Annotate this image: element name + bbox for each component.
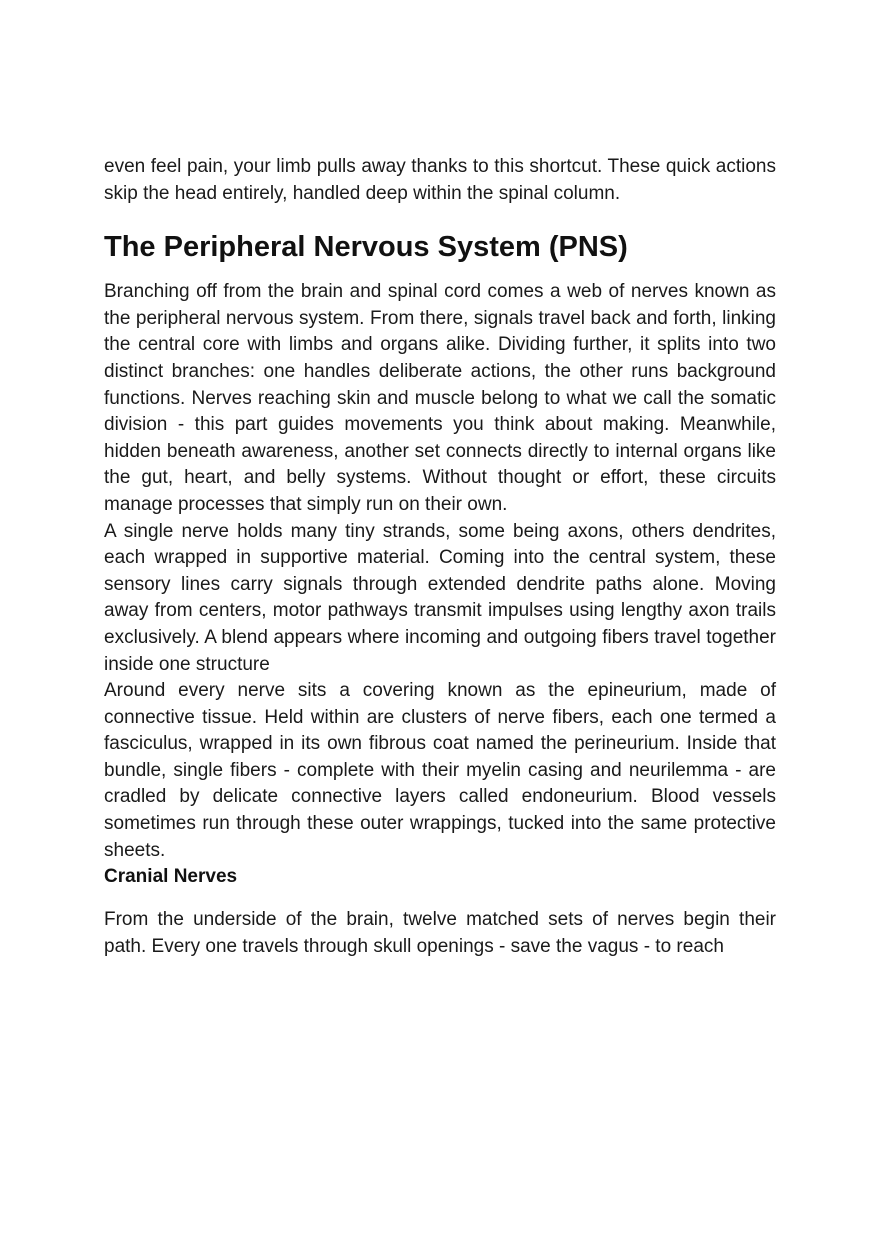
paragraph-cranial-nerves: From the underside of the brain, twelve matched sets of nerves begin their path. Every one travels through skull openings - save the vagus - to reach [104,909,776,957]
document-page [104,154,776,960]
section-heading-pns: The Peripheral Nervous System (PNS) [104,231,628,264]
subsection-heading-cranial-nerves: Cranial Nerves [104,866,238,888]
paragraph-pns-overview: Branching off from the brain and spinal cord comes a web of nerves known as the peripheral nervous system. From there, signals travel back and forth, linking the central core with limbs and organs alike. Dividing further, it splits into two distinct branches: one handles deliberate actions, the other runs background functions. Nerves reaching skin and muscle belong to what we call the somatic division - this part guides movements you think about making. Meanwhile, hidden beneath awareness, another set connects directly to internal organs like the gut, heart, and belly systems. Without thought or effort, these circuits manage processes that simply run on their own. [104,281,776,515]
continuation-paragraph: even feel pain, your limb pulls away thanks to this shortcut. These quick actions skip the head entirely, handled deep within the spinal column. [104,156,776,204]
paragraph-nerve-coverings: Around every nerve sits a covering known as the epineurium, made of connective tissue. Held within are clusters of nerve fibers, each one termed a fasciculus, wrapped in its own fibrous coat named the perineurium. Inside that bundle, single fibers - complete with their myelin casing and neurilemma - are cradled by delicate connective layers called endoneurium. Blood vessels sometimes run through these outer wrappings, tucked into the same protective sheets. [104,680,776,861]
paragraph-nerve-fibers: A single nerve holds many tiny strands, some being axons, others dendrites, each wrapped in supportive material. Coming into the central system, these sensory lines carry signals through extended dendrite paths alone. Moving away from centers, motor pathways transmit impulses using lengthy axon trails exclusively. A blend appears where incoming and outgoing fibers travel together inside one structure [104,520,776,675]
